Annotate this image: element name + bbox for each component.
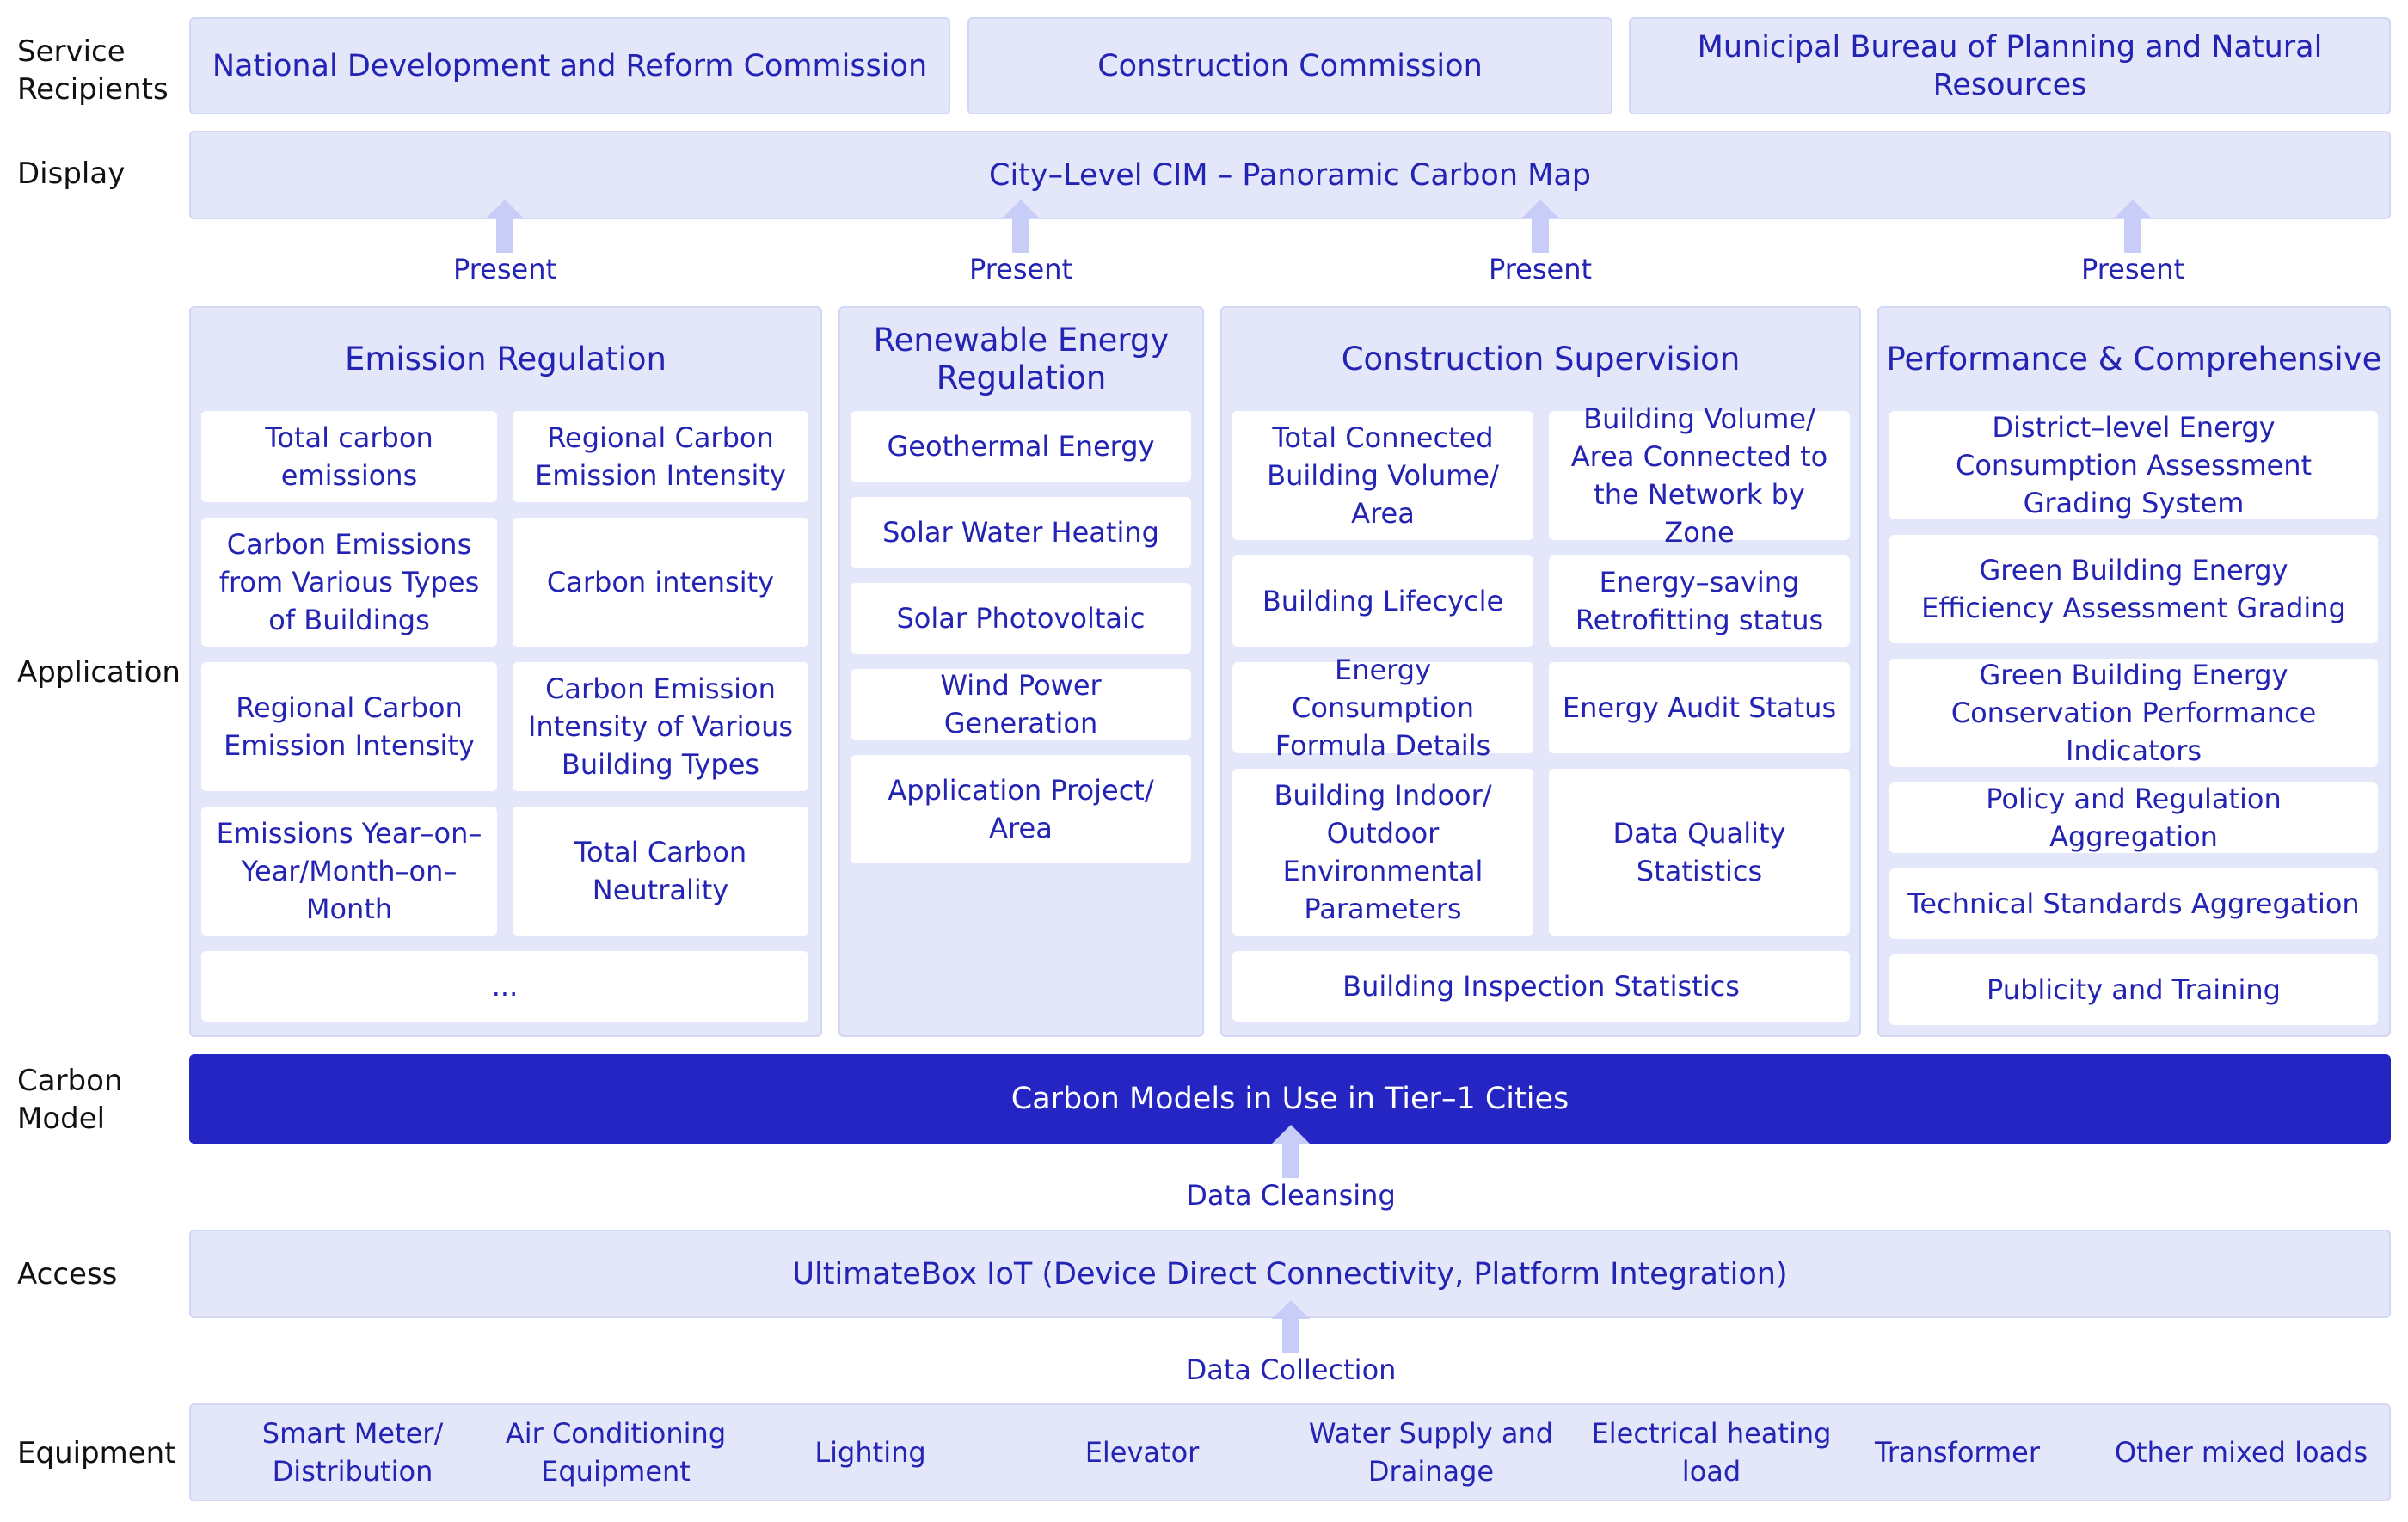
equipment-item: Water Supply and Drainage bbox=[1308, 1417, 1554, 1488]
service-recipient-ndrc bbox=[189, 17, 950, 114]
access-title: UltimateBox IoT (Device Direct Connectivity, Platform Integration) bbox=[792, 1256, 1788, 1292]
present-label: Present bbox=[2080, 253, 2185, 285]
app-card: Technical Standards Aggregation bbox=[1889, 868, 2378, 939]
service-recipient-label: National Development and Reform Commission bbox=[212, 48, 928, 83]
row-label-display: Display bbox=[17, 156, 126, 191]
app-card: Regional Carbon Emission Intensity bbox=[513, 411, 808, 502]
present-arrow-icon bbox=[486, 199, 524, 253]
app-card: Solar Water Heating bbox=[851, 497, 1191, 568]
equipment-bar bbox=[189, 1403, 2391, 1501]
present-label: Present bbox=[452, 253, 557, 285]
equipment-item: Elevator bbox=[1084, 1436, 1200, 1469]
app-card-more: ... bbox=[201, 951, 808, 1022]
app-card: Total carbon emissions bbox=[201, 411, 497, 502]
display-title: City–Level CIM – Panoramic Carbon Map bbox=[989, 157, 1591, 193]
equipment-item: Other mixed loads bbox=[2114, 1436, 2368, 1469]
data-collection-label: Data Collection bbox=[1185, 1353, 1397, 1386]
app-card: Carbon Emissions from Various Types of Buildings bbox=[201, 518, 497, 647]
app-card: Data Quality Statistics bbox=[1549, 769, 1850, 936]
app-card: Application Project/ Area bbox=[851, 755, 1191, 863]
app-card: Emissions Year–on–Year/Month–on–Month bbox=[201, 807, 497, 936]
equipment-item: Transformer bbox=[1874, 1436, 2040, 1469]
app-card: Wind Power Generation bbox=[851, 669, 1191, 740]
app-card: Green Building Energy Efficiency Assessment Grading bbox=[1889, 535, 2378, 643]
panel-performance-comprehensive bbox=[1877, 306, 2391, 1037]
row-label-equipment: Equipment bbox=[17, 1436, 176, 1470]
app-card: Carbon intensity bbox=[513, 518, 808, 647]
panel-title: Emission Regulation bbox=[345, 341, 666, 377]
panel-title: Construction Supervision bbox=[1341, 341, 1741, 377]
app-card: Building Volume/ Area Connected to the Network by Zone bbox=[1549, 411, 1850, 540]
app-card: Building Indoor/ Outdoor Environmental Parameters bbox=[1232, 769, 1533, 936]
app-card: Energy Consumption Formula Details bbox=[1232, 662, 1533, 753]
app-card: Building Lifecycle bbox=[1232, 555, 1533, 647]
panel-construction-supervision bbox=[1220, 306, 1861, 1037]
panel-emission-regulation bbox=[189, 306, 822, 1037]
carbon-model-title: Carbon Models in Use in Tier–1 Cities bbox=[1010, 1082, 1570, 1116]
app-card: Geothermal Energy bbox=[851, 411, 1191, 482]
service-recipient-label: Construction Commission bbox=[1097, 48, 1483, 83]
app-card: District–level Energy Consumption Assessment Grading System bbox=[1889, 411, 2378, 519]
service-recipient-planning-bureau bbox=[1629, 17, 2391, 114]
app-card: Regional Carbon Emission Intensity bbox=[201, 662, 497, 791]
app-card: Total Carbon Neutrality bbox=[513, 807, 808, 936]
app-card: Energy–saving Retrofitting status bbox=[1549, 555, 1850, 647]
present-label: Present bbox=[968, 253, 1073, 285]
present-label: Present bbox=[1488, 253, 1593, 285]
data-collection-arrow-icon bbox=[1272, 1300, 1310, 1353]
app-card: Policy and Regulation Aggregation bbox=[1889, 782, 2378, 853]
equipment-item: Electrical heating load bbox=[1591, 1417, 1832, 1488]
present-arrow-icon bbox=[1002, 199, 1040, 253]
app-card: Total Connected Building Volume/ Area bbox=[1232, 411, 1533, 540]
app-card: Building Inspection Statistics bbox=[1232, 951, 1850, 1022]
service-recipient-label: Municipal Bureau of Planning and Natural Resources bbox=[1697, 29, 2323, 102]
panel-title: Performance & Comprehensive bbox=[1886, 341, 2382, 377]
service-recipient-construction-commission bbox=[968, 17, 1612, 114]
data-cleansing-arrow-icon bbox=[1272, 1125, 1310, 1178]
row-label-application: Application bbox=[17, 655, 181, 690]
equipment-item: Lighting bbox=[814, 1436, 926, 1469]
present-arrow-icon bbox=[2114, 199, 2152, 253]
app-card: Energy Audit Status bbox=[1549, 662, 1850, 753]
row-label-carbon-model: Carbon Model bbox=[17, 1064, 123, 1136]
equipment-item: Smart Meter/ Distribution bbox=[261, 1417, 444, 1488]
data-cleansing-label: Data Cleansing bbox=[1186, 1179, 1396, 1212]
app-card: Publicity and Training bbox=[1889, 954, 2378, 1025]
equipment-item: Air Conditioning Equipment bbox=[505, 1417, 727, 1488]
panel-renewable-energy bbox=[838, 306, 1204, 1037]
app-card: Carbon Emission Intensity of Various Building Types bbox=[513, 662, 808, 791]
app-card: Green Building Energy Conservation Performance Indicators bbox=[1889, 659, 2378, 767]
row-label-access: Access bbox=[17, 1257, 118, 1292]
present-arrow-icon bbox=[1521, 199, 1559, 253]
app-card: Solar Photovoltaic bbox=[851, 583, 1191, 654]
row-label-service-recipients: Service Recipients bbox=[17, 34, 169, 107]
panel-title: Renewable Energy Regulation bbox=[873, 322, 1170, 396]
